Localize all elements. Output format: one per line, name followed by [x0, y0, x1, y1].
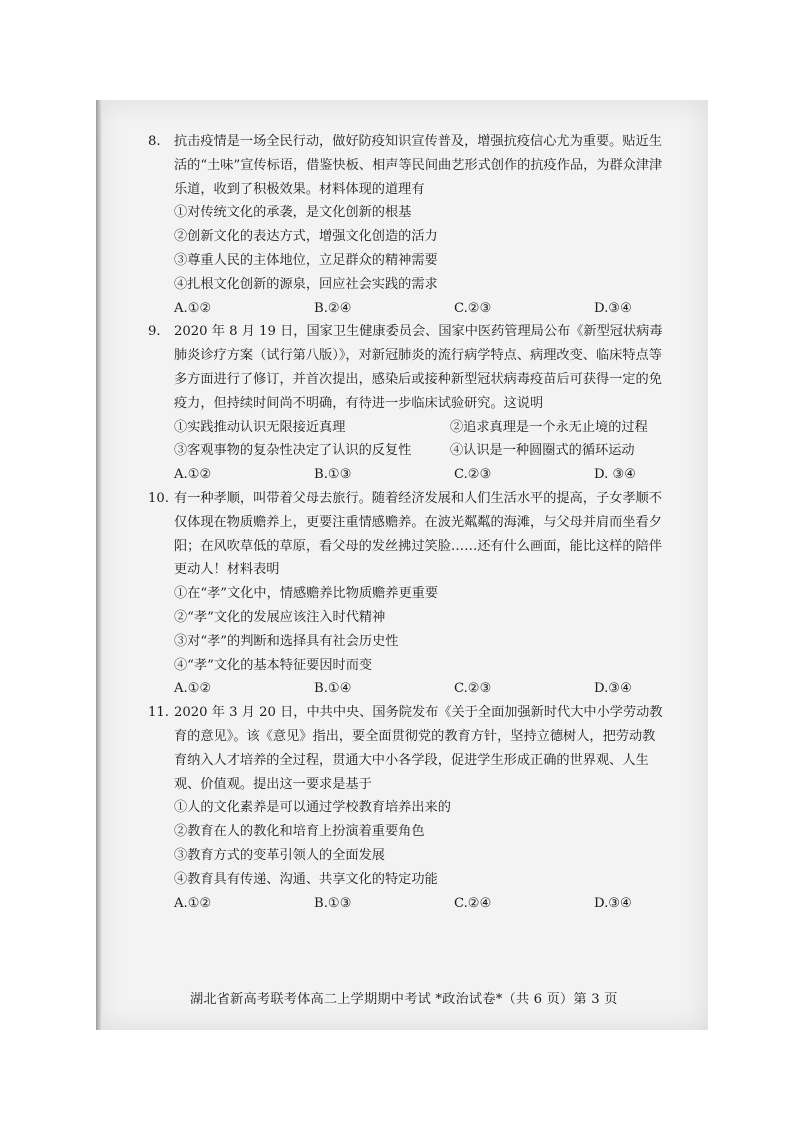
statement-4: ④教育具有传递、沟通、共享文化的特定功能: [174, 871, 438, 887]
question-stem: 2020 年 8 月 19 日，国家卫生健康委员会、国家中医药管理局公布《新型冠状病毒肺炎诊疗方案（试行第八版）》，对新冠肺炎的流行病学特点、病理改变、临床特点等多方面进行了修订，并首次提出，感染后或接种新型冠状病毒疫苗后可获得一定的免疫力，但持续时间尚不明确，有待进一步临床试验研究。这说明: [174, 324, 663, 411]
statement-3: ③对“孝”的判断和选择具有社会历史性: [174, 633, 399, 649]
question-number: 10.: [148, 490, 169, 506]
choice-a[interactable]: A.①②: [174, 467, 212, 483]
statement-3: ③客观事物的复杂性决定了认识的反复性: [174, 443, 412, 459]
statement-4: ④“孝”文化的基本特征要因时而变: [174, 657, 373, 673]
answer-choices: [174, 892, 668, 916]
statement-1: ①实践推动认识无限接近真理: [174, 419, 346, 435]
choice-a[interactable]: A.①②: [174, 895, 212, 911]
statement-2: ②创新文化的表达方式，增强文化创造的活力: [174, 229, 438, 245]
choice-a[interactable]: A.①②: [174, 300, 212, 316]
page-footer: 湖北省新高考联考体高二上学期期中考试 *政治试卷*（共 6 页）第 3 页: [190, 992, 618, 1007]
statement-2: ②追求真理是一个永无止境的过程: [450, 419, 648, 435]
choice-b[interactable]: B.①③: [314, 467, 352, 483]
statement-1: ①在“孝”文化中，情感赡养比物质赡养更重要: [174, 586, 439, 602]
question-stem: 抗击疫情是一场全民行动，做好防疫知识宣传普及，增强抗疫信心尤为重要。贴近生活的“土味”宣传标语，借鉴快板、相声等民间曲艺形式创作的抗疫作品，为群众津津乐道，收到了积极效果。材料体现的道理有: [174, 134, 663, 197]
statement-2: ②教育在人的教化和培育上扮演着重要角色: [174, 824, 425, 840]
choice-b[interactable]: B.①③: [314, 895, 352, 911]
question-number: 8.: [148, 134, 161, 149]
answer-choices: [174, 297, 668, 321]
choice-d[interactable]: D.③④: [594, 300, 632, 316]
question-8: [148, 130, 668, 320]
statement-3: ③尊重人民的主体地位，立足群众的精神需要: [174, 252, 438, 268]
choice-d[interactable]: D.③④: [594, 681, 632, 697]
question-9: [148, 320, 668, 487]
choice-a[interactable]: A.①②: [174, 681, 212, 697]
answer-choices: [174, 463, 668, 487]
answer-choices: [174, 677, 668, 701]
statement-2: ②“孝”文化的发展应该注入时代精神: [174, 609, 386, 625]
choice-d[interactable]: D.③④: [594, 895, 632, 911]
question-10: [148, 487, 668, 701]
statement-1: ①对传统文化的承袭，是文化创新的根基: [174, 205, 412, 221]
question-stem: 有一种孝顺，叫带着父母去旅行。随着经济发展和人们生活水平的提高，子女孝顺不仅体现在物质赡养上，更要注重情感赡养。在波光粼粼的海滩，与父母并肩而坐看夕阳；在风吹草低的草原，看父母的发丝拂过笑脸……还有什么画面，能比这样的陪伴更动人！材料表明: [174, 490, 662, 578]
choice-b[interactable]: B.①④: [314, 681, 352, 697]
choice-d[interactable]: D. ③④: [594, 467, 637, 483]
questions-area: [148, 130, 668, 915]
choice-c[interactable]: C.②③: [454, 300, 492, 316]
question-11: [148, 701, 668, 915]
choice-c[interactable]: C.②③: [454, 467, 492, 483]
choice-b[interactable]: B.②④: [314, 300, 352, 316]
statement-row: [174, 439, 668, 463]
statement-3: ③教育方式的变革引领人的全面发展: [174, 847, 385, 863]
statement-row: [174, 416, 668, 440]
sheet-edge: [96, 100, 102, 1030]
statement-4: ④扎根文化创新的源泉，回应社会实践的需求: [174, 276, 438, 292]
question-number: 11.: [148, 705, 169, 721]
choice-c[interactable]: C.②④: [454, 895, 492, 911]
statement-1: ①人的文化素养是可以通过学校教育培养出来的: [174, 800, 451, 816]
question-stem: 2020 年 3 月 20 日，中共中央、国务院发布《关于全面加强新时代大中小学劳动教育的意见》。该《意见》指出，要全面贯彻党的教育方针，坚持立德树人，把劳动教育纳入人才培养的全过程，贯通大中小各学段，促进学生形成正确的世界观、人生观、价值观。提出这一要求是基于: [174, 705, 663, 792]
choice-c[interactable]: C.②③: [454, 681, 492, 697]
question-number: 9.: [148, 324, 161, 340]
statement-4: ④认识是一种圆圈式的循环运动: [450, 443, 635, 459]
